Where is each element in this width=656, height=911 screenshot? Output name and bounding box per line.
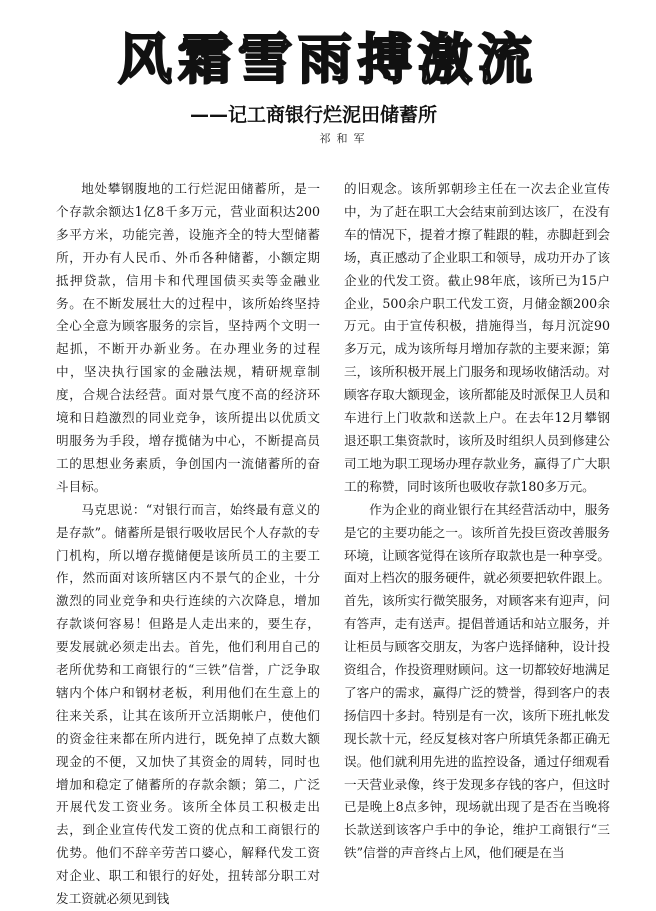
subtitle: ——记工商银行烂泥田储蓄所: [190, 104, 438, 126]
paragraph: 作为企业的商业银行在其经营活动中，服务是它的主要功能之一。该所首先投巨资改善服务环境，让顾客觉得在该所存取款也是一种享受。面对上档次的服务硬件，就必须要把软件跟上。首先，该所实行微笑服务，对顾客来有迎声，问有答声，走有送声。提倡普通话和站立服务，并让柜员与顾客交朋友，为客户选择储种，设计投资组合，作投资理财顾问。这一切都较好地满足了客户的需求，赢得广泛的赞誉，得到客户的表扬信四十多封。特别是有一次，该所下班扎帐发现长款十元，经反复核对客户所填凭条都正确无误。他们就利用先进的监控设备，通过仔细观看一天营业录像，终于发现多存钱的客户，但这时已是晚上8点多钟，现场就出现了是否在当晚将长款送到该客户手中的争论，维护工商银行“三铁”信誉的声音终占上风，他们硬是在当: [344, 501, 610, 861]
paragraph-continuation: 的旧观念。该所郭朝珍主任在一次去企业宣传中，为了赶在职工大会结束前到达该厂，在没有车的情况下，提着才擦了鞋跟的鞋，赤脚赶到会场，真正感动了企业职工和领导，成功开办了该企业的代发工资。截止98年底，该所已为15户企业，500余户职工代发工资，月储金额200余万元。由于宣传积极，措施得当，每月沉淀90多万元，成为该所每月增加存款的主要来源；第三，该所积极开展上门服务和现场收储活动。对顾客存取大额现金，该所都能及时派保卫人员和车进行上门收款和送款上户。在去年12月攀钢退还职工集资款时，该所及时组织人员到修建公司工地为职工现场办理存款业务，赢得了广大职工的称赞，同时该所也吸收存款180多万元。: [344, 181, 610, 494]
left-column: [56, 178, 320, 911]
paragraph: 马克思说：“对银行而言，始终最有意义的是存款”。储蓄所是银行吸收居民个人存款的专门机构，所以增存揽储便是该所员工的主要工作，然而面对该所辖区内不景气的企业，十分激烈的同业竞争和央行连续的六次降息，增加存款谈何容易！但路是人走出来的，要生存，要发展就必须走出去。首先，他们利用自己的老所优势和工商银行的“三铁”信誉，广泛争取辖内个体户和钢材老板，利用他们在生意上的往来关系，让其在该所开立活期帐户，使他们的资金往来都在所内进行，既免掉了点数大额现金的不便，又加快了其资金的周转，同时也增加和稳定了储蓄所的存款余额；第二，广泛开展代发工资业务。该所全体员工积极走出去，到企业宣传代发工资的优点和工商银行的优势。他们不辞辛劳苦口婆心，解释代发工资对企业、职工和银行的好处，扭转部分职工对发工资就必须见到钱: [56, 501, 320, 907]
headline: 风霜雪雨搏激流: [118, 28, 538, 91]
paragraph: 地处攀钢腹地的工行烂泥田储蓄所，是一个存款余额达1亿8千多万元，营业面积达200多平方米，功能完善，设施齐全的特大型储蓄所，开办有人民币、外币各种储蓄，小额定期抵押贷款，信用卡和代理国债买卖等金融业务。在不断发展壮大的过程中，该所始终坚持全心全意为顾客服务的宗旨，坚持两个文明一起抓，不断开办新业务。在办理业务的过程中，坚决执行国家的金融法规，精研规章制度，合规合法经营。面对景气度不高的经济环境和日趋激烈的同业竞争，该所提出以优质文明服务为手段，增存揽储为中心，不断提高员工的思想业务素质，争创国内一流储蓄所的奋斗目标。: [56, 181, 320, 494]
right-column: [344, 178, 610, 865]
byline: 祁和军: [319, 132, 371, 145]
